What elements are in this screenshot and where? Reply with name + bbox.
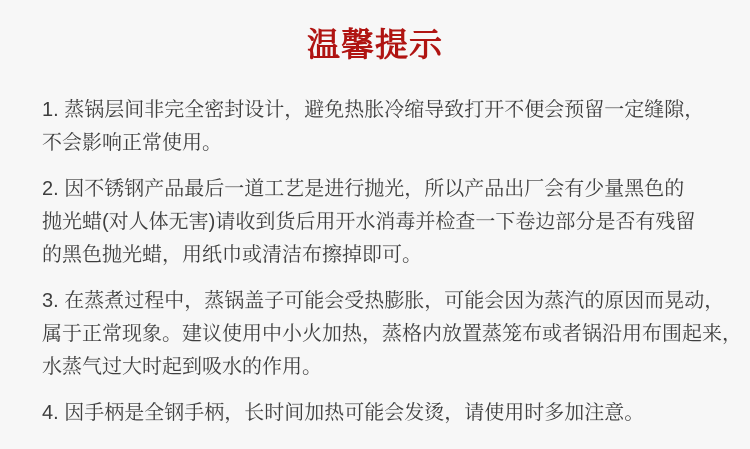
notice-line: 2. 因不锈钢产品最后一道工艺是进行抛光，所以产品出厂会有少量黑色的	[42, 178, 685, 200]
notice-line: 4. 因手柄是全钢手柄，长时间加热可能会发烫，请使用时多加注意。	[42, 402, 645, 424]
notice-line: 不会影响正常使用。	[42, 132, 222, 154]
notice-line: 抛光蜡(对人体无害)请收到货后用开水消毒并检查一下卷边部分是否有残留	[42, 211, 696, 233]
notice-line: 属于正常现象。建议使用中小火加热，蒸格内放置蒸笼布或者锅沿用布围起来，	[42, 323, 742, 345]
notice-item-3	[42, 285, 742, 384]
notice-line: 的黑色抛光蜡，用纸巾或清洁布擦掉即可。	[42, 244, 422, 266]
notice-item-4	[42, 397, 714, 430]
notice-line: 水蒸气过大时起到吸水的作用。	[42, 356, 322, 378]
page-title: 温馨提示	[307, 26, 443, 63]
notice-list	[0, 94, 750, 430]
notice-item-1	[42, 94, 714, 160]
notice-item-2	[42, 173, 714, 272]
notice-line: 3. 在蒸煮过程中，蒸锅盖子可能会受热膨胀，可能会因为蒸汽的原因而晃动，	[42, 290, 725, 312]
notice-line: 1. 蒸锅层间非完全密封设计，避免热胀冷缩导致打开不便会预留一定缝隙，	[42, 99, 705, 121]
